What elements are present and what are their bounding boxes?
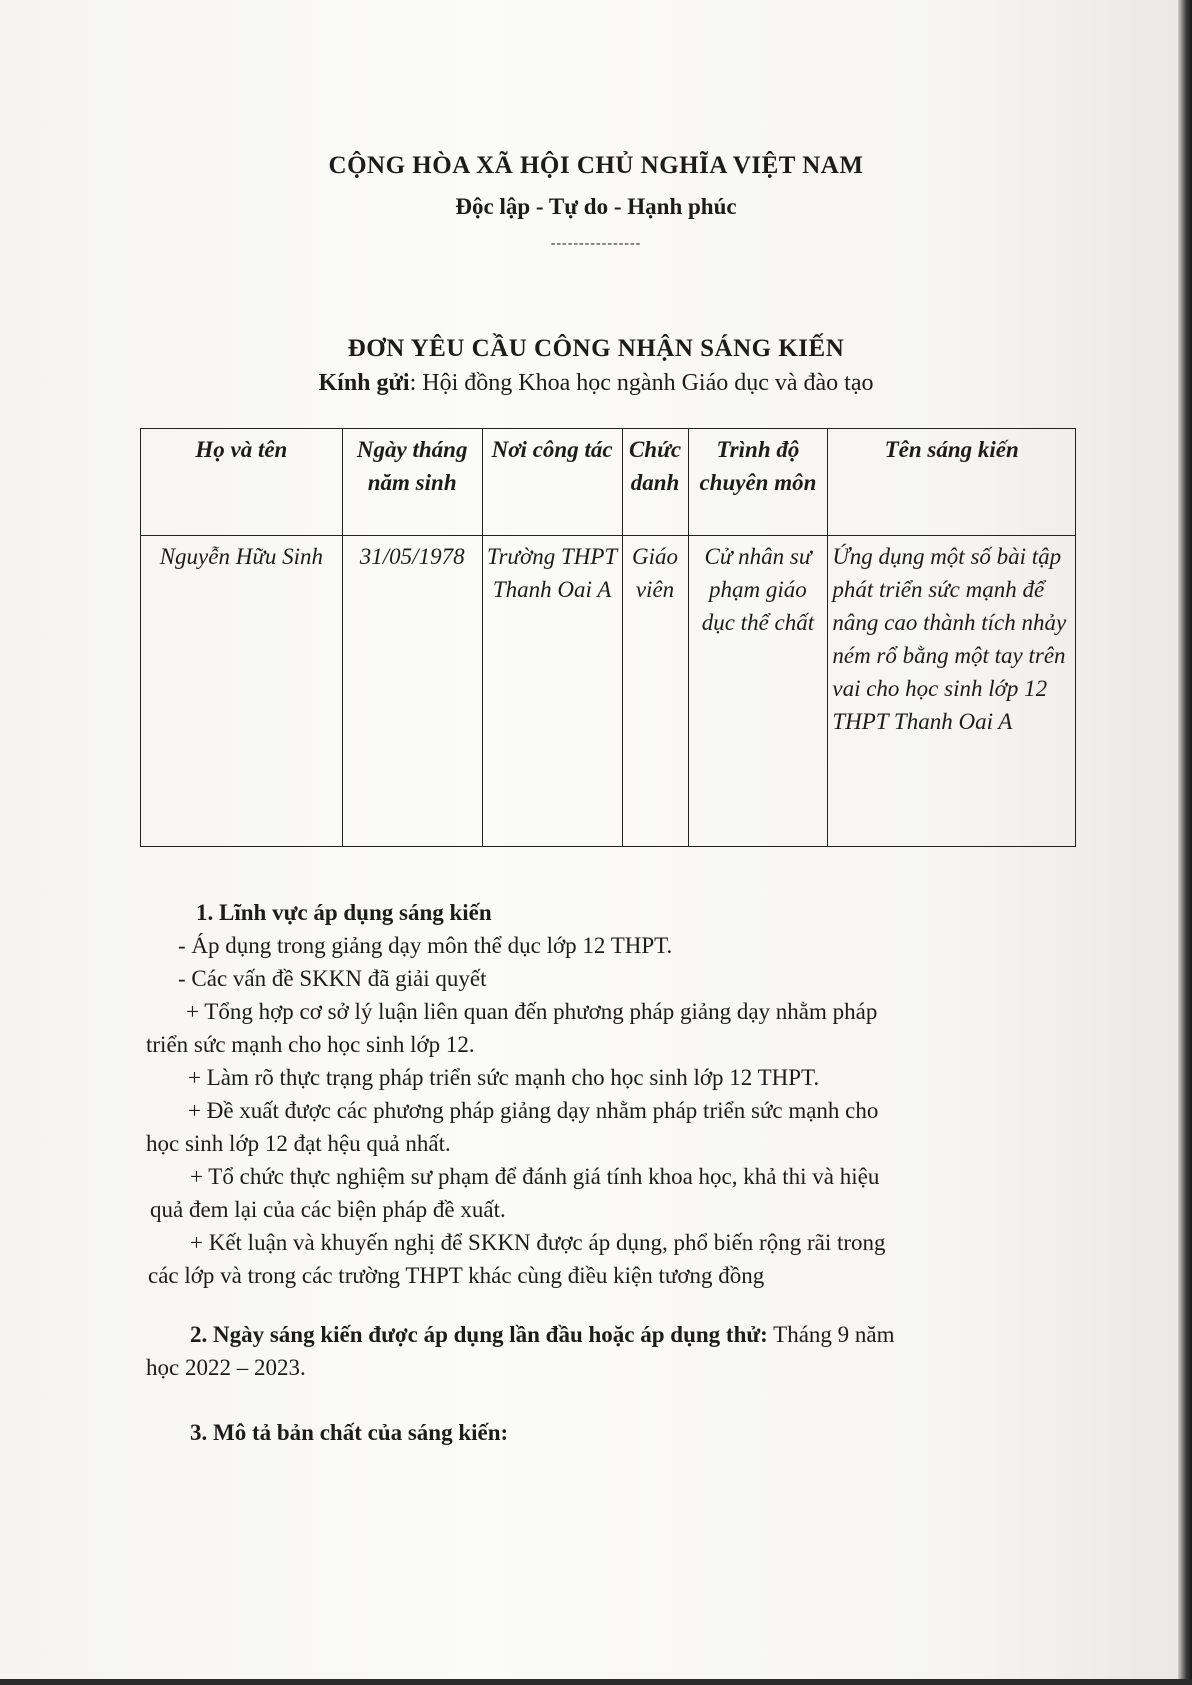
applicant-table xyxy=(140,428,1076,847)
header-name: Họ và tên xyxy=(141,429,343,536)
section2-heading: 2. Ngày sáng kiến được áp dụng lần đầu hoặc áp dụng thử: xyxy=(190,1322,768,1347)
cell-qualification: Cử nhân sư phạm giáo dục thể chất xyxy=(688,536,828,847)
header-initiative: Tên sáng kiến xyxy=(828,429,1076,536)
section1-line: - Áp dụng trong giảng dạy môn thể dục lớp 12 THPT. xyxy=(178,933,673,958)
cell-position: Giáo viên xyxy=(622,536,688,847)
section2-continuation: học 2022 – 2023. xyxy=(146,1355,306,1380)
recipient-line xyxy=(0,370,1192,397)
cell-name: Nguyễn Hữu Sinh xyxy=(141,536,343,847)
section1-line: các lớp và trong các trường THPT khác cùng điều kiện tương đồng xyxy=(148,1263,765,1288)
page-bottom-edge xyxy=(0,1679,1192,1685)
section1-line: + Đề xuất được các phương pháp giảng dạy nhằm pháp triển sức mạnh cho xyxy=(188,1098,879,1123)
page-edge-shadow xyxy=(1178,0,1192,1685)
section2-value: Tháng 9 năm xyxy=(767,1322,895,1347)
cell-workplace: Trường THPT Thanh Oai A xyxy=(482,536,622,847)
header-qualification: Trình độ chuyên môn xyxy=(688,429,828,536)
header-position: Chức danh xyxy=(622,429,688,536)
table-row xyxy=(141,536,1076,847)
header-dob: Ngày tháng năm sinh xyxy=(342,429,482,536)
recipient-value: : Hội đồng Khoa học ngành Giáo dục và đào tạo xyxy=(409,370,874,396)
recipient-label: Kính gửi xyxy=(318,370,410,396)
cell-initiative: Ứng dụng một số bài tập phát triển sức mạnh để nâng cao thành tích nhảy ném rổ bằng một tay trên vai cho học sinh lớp 12 THPT Thanh Oai A xyxy=(828,536,1076,847)
section3-heading: 3. Mô tả bản chất của sáng kiến: xyxy=(190,1420,509,1445)
cell-dob: 31/05/1978 xyxy=(342,536,482,847)
section2-line xyxy=(190,1322,895,1348)
section1-line: quả đem lại của các biện pháp đề xuất. xyxy=(150,1197,506,1222)
section1-line: triển sức mạnh cho học sinh lớp 12. xyxy=(146,1032,475,1057)
section1-line: + Kết luận và khuyến nghị để SKKN được áp dụng, phổ biến rộng rãi trong xyxy=(190,1230,886,1255)
section1-line: + Làm rõ thực trạng pháp triển sức mạnh cho học sinh lớp 12 THPT. xyxy=(188,1065,820,1090)
motto-header: Độc lập - Tự do - Hạnh phúc xyxy=(455,194,737,219)
header-divider: ---------------- xyxy=(550,236,642,251)
section1-line: học sinh lớp 12 đạt hệu quả nhất. xyxy=(146,1131,451,1156)
section1-line: - Các vấn đề SKKN đã giải quyết xyxy=(178,966,487,991)
section1-line: + Tổng hợp cơ sở lý luận liên quan đến phương pháp giảng dạy nhằm pháp xyxy=(186,999,878,1024)
document-title: ĐƠN YÊU CẦU CÔNG NHẬN SÁNG KIẾN xyxy=(347,335,845,362)
nation-header: CỘNG HÒA XÃ HỘI CHỦ NGHĨA VIỆT NAM xyxy=(328,152,864,179)
table-header-row xyxy=(141,429,1076,536)
section1-heading: 1. Lĩnh vực áp dụng sáng kiến xyxy=(196,900,492,925)
header-workplace: Nơi công tác xyxy=(482,429,622,536)
section1-line: + Tổ chức thực nghiệm sư phạm để đánh giá tính khoa học, khả thi và hiệu xyxy=(190,1164,880,1189)
